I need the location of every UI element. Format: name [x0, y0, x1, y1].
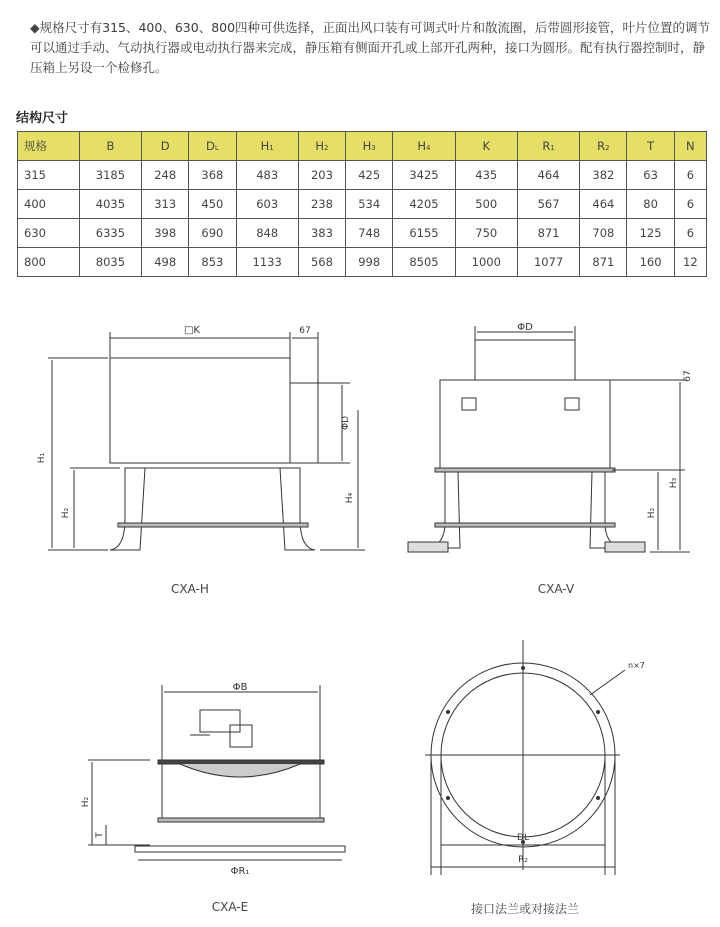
table-cell: 125 — [627, 219, 674, 248]
table-cell: 12 — [674, 248, 706, 277]
flange-drawing — [420, 640, 670, 890]
header-cell: T — [627, 132, 674, 161]
header-cell: 规格 — [18, 132, 80, 161]
label-dl: DL — [517, 833, 529, 843]
table-cell: 6 — [674, 190, 706, 219]
intro-text: 规格尺寸有315、400、630、800四种可供选择，正面出风口装有可调式叶片和散流圈，后带圆形接管，叶片位置的调节可以通过手动、气动执行器或电动执行器来完成，静压箱有侧面开孔或上部开孔两种，接口为圆形。配有执行器控制时，静压箱上另设一个检修孔。 — [30, 20, 711, 75]
caption-cxa-h: CXA-H — [171, 582, 209, 596]
table-cell: 400 — [18, 190, 80, 219]
label-n: n×7 — [628, 661, 645, 670]
caption-flange: 接口法兰或对接法兰 — [470, 902, 579, 916]
table-cell: 568 — [298, 248, 345, 277]
table-cell: 848 — [236, 219, 298, 248]
table-cell: 708 — [580, 219, 627, 248]
table-cell: 4205 — [393, 190, 455, 219]
header-cell: H2 — [298, 132, 345, 161]
table-row — [18, 219, 707, 248]
table-cell: 382 — [580, 161, 627, 190]
table-cell: 748 — [346, 219, 393, 248]
table-cell: 450 — [189, 190, 236, 219]
table-cell: 800 — [18, 248, 80, 277]
header-cell: N — [674, 132, 706, 161]
table-cell: 6 — [674, 161, 706, 190]
spec-table — [17, 131, 707, 277]
label-h2: H₂ — [81, 796, 91, 808]
header-cell: K — [455, 132, 517, 161]
header-cell: D — [142, 132, 189, 161]
label-r1: ΦR₁ — [230, 866, 250, 877]
table-row — [18, 248, 707, 277]
label-67: 67 — [683, 370, 693, 382]
header-cell: DL — [189, 132, 236, 161]
table-cell: 6335 — [79, 219, 141, 248]
table-cell: 315 — [18, 161, 80, 190]
table-cell: 1077 — [517, 248, 579, 277]
section-title: 结构尺寸 — [16, 111, 69, 126]
table-cell: 3425 — [393, 161, 455, 190]
table-cell: 1000 — [455, 248, 517, 277]
header-cell: R1 — [517, 132, 579, 161]
label-67: 67 — [299, 326, 311, 336]
label-h3: H₃ — [669, 477, 679, 489]
header-cell: H1 — [236, 132, 298, 161]
header-cell: H3 — [346, 132, 393, 161]
table-cell: 63 — [627, 161, 674, 190]
table-cell: 998 — [346, 248, 393, 277]
table-cell: 1133 — [236, 248, 298, 277]
table-cell: 690 — [189, 219, 236, 248]
table-cell: 3185 — [79, 161, 141, 190]
header-cell: B — [79, 132, 141, 161]
cxa-h-drawing — [30, 318, 370, 568]
table-cell: 80 — [627, 190, 674, 219]
cxa-v-drawing — [400, 318, 700, 568]
label-r2: R₂ — [518, 855, 528, 865]
table-cell: 4035 — [79, 190, 141, 219]
table-cell: 853 — [189, 248, 236, 277]
table-cell: 160 — [627, 248, 674, 277]
table-cell: 567 — [517, 190, 579, 219]
table-cell: 603 — [236, 190, 298, 219]
label-h2: H₂ — [61, 507, 71, 519]
label-h2: H₂ — [647, 507, 657, 519]
table-cell: 8035 — [79, 248, 141, 277]
table-cell: 534 — [346, 190, 393, 219]
label-d: ΦD — [517, 322, 533, 333]
table-cell: 398 — [142, 219, 189, 248]
table-cell: 313 — [142, 190, 189, 219]
label-h1: H₁ — [37, 452, 47, 464]
table-cell: 871 — [517, 219, 579, 248]
cxa-e-drawing — [80, 680, 370, 880]
table-cell: 425 — [346, 161, 393, 190]
header-cell: R2 — [580, 132, 627, 161]
label-t: T — [95, 832, 105, 838]
table-cell: 383 — [298, 219, 345, 248]
table-cell: 435 — [455, 161, 517, 190]
spec-table-header-row — [18, 132, 707, 161]
intro-paragraph — [30, 18, 712, 78]
label-b: ΦB — [232, 682, 248, 693]
table-cell: 464 — [517, 161, 579, 190]
caption-cxa-v: CXA-V — [537, 582, 575, 596]
table-cell: 871 — [580, 248, 627, 277]
label-h4: H₄ — [345, 492, 355, 504]
table-cell: 368 — [189, 161, 236, 190]
caption-cxa-e: CXA-E — [211, 900, 249, 914]
label-d: ΦD — [341, 415, 351, 431]
table-row — [18, 161, 707, 190]
table-cell: 500 — [455, 190, 517, 219]
table-cell: 750 — [455, 219, 517, 248]
table-cell: 8505 — [393, 248, 455, 277]
table-cell: 6 — [674, 219, 706, 248]
table-cell: 203 — [298, 161, 345, 190]
table-cell: 6155 — [393, 219, 455, 248]
table-cell: 498 — [142, 248, 189, 277]
table-row — [18, 190, 707, 219]
table-cell: 483 — [236, 161, 298, 190]
header-cell: H4 — [393, 132, 455, 161]
label-k: □K — [183, 325, 201, 336]
table-cell: 248 — [142, 161, 189, 190]
table-cell: 238 — [298, 190, 345, 219]
bullet-icon: ◆ — [30, 20, 40, 35]
table-cell: 464 — [580, 190, 627, 219]
table-cell: 630 — [18, 219, 80, 248]
